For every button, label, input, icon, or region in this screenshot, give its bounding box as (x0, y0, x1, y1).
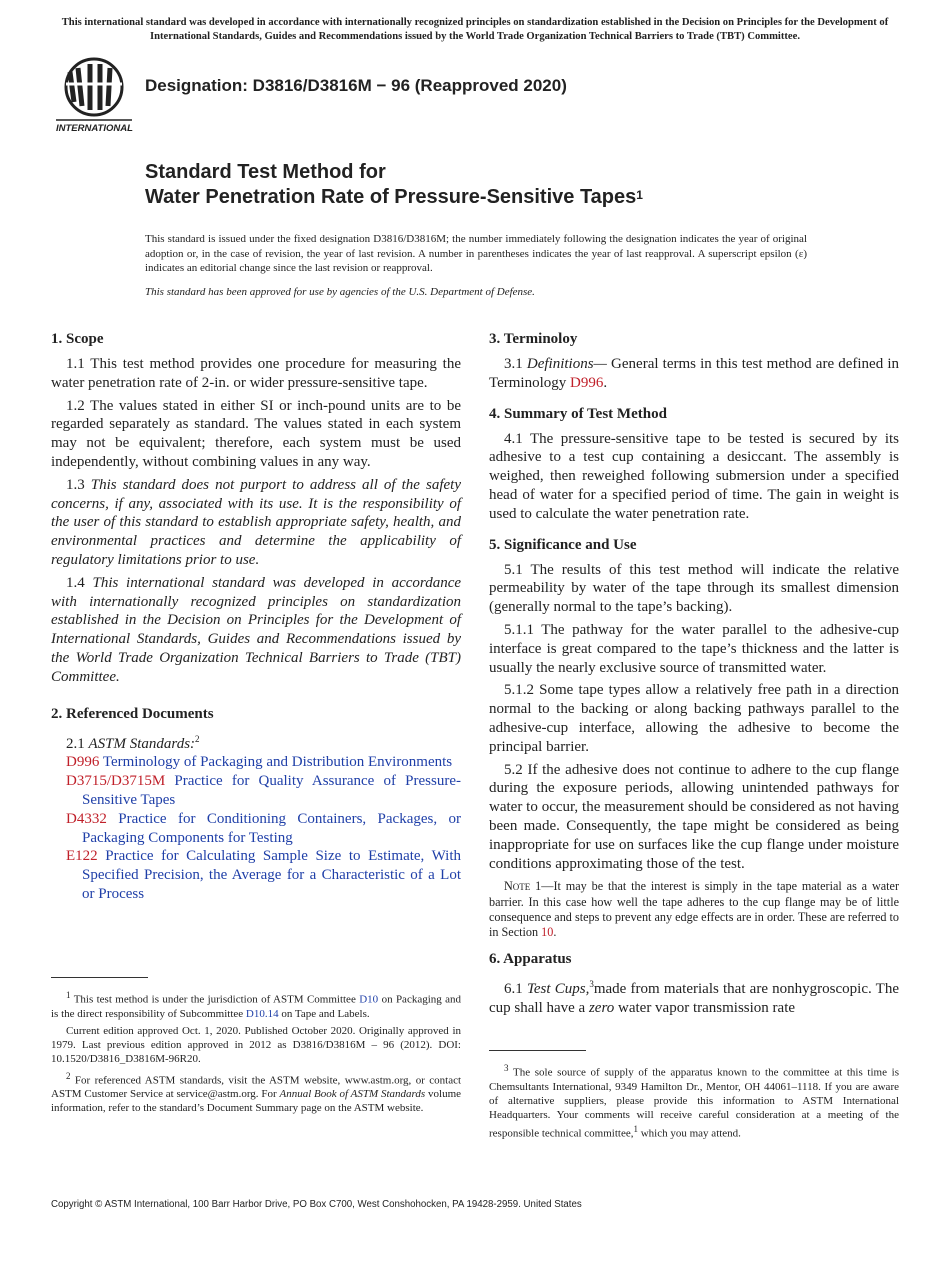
svg-text:INTERNATIONAL: INTERNATIONAL (56, 123, 133, 134)
footnote-2-italic: Annual Book of ASTM Standards (279, 1088, 426, 1101)
edition-note: Current edition approved Oct. 1, 2020. Published October 2020. Originally approved in 1979. Last previous edition approved in 2012 as D3816/D3816M – 96 (2012). DOI: 10.1520/D3816_D3816M-96R20. (51, 1024, 461, 1065)
ref-title[interactable]: Practice for Conditioning Containers, Packages, or Packaging Components for Testing (82, 810, 462, 846)
title-footnote-ref[interactable]: 1 (636, 188, 643, 202)
para-2-1 (51, 730, 461, 754)
section-heading-terminology: 3. Terminoloy (489, 331, 578, 347)
para-3-1-num: 3.1 (504, 356, 523, 372)
ref-code[interactable]: D996 (66, 754, 100, 771)
committee-link[interactable]: D10 (359, 993, 379, 1006)
footnote-3 (489, 1061, 899, 1140)
footnote-2 (51, 1069, 461, 1116)
footnote-ref-2[interactable]: 2 (195, 733, 200, 744)
para-6-1 (489, 975, 899, 1018)
title-line1: Standard Test Method for (145, 161, 386, 183)
para-1-4-text: This international standard was developed in accordance with internationally recognized principles on standardization established in the Decision on Principles for the Development of International Standards, Guides and Recommendations issued by the World Trade Organization Technical Barriers to Trade (TBT) Committee. (51, 574, 462, 685)
para-6-1-text-a: made from materials that are nonhygroscopic. The cup shall have a (489, 981, 899, 1016)
ref-item-d3715[interactable] (51, 772, 461, 810)
issue-statement: This standard is issued under the fixed designation D3816/D3816M; the number immediately following the designation indicates the year of original adoption or, in the case of revision, the year of last revision. A number in parentheses indicates the year of last reapproval. A superscript epsilon (ε) indicates an editorial change since the last revision or reapproval. (145, 233, 807, 274)
footnote-1 (51, 988, 461, 1021)
astm-logo (54, 56, 136, 134)
footnotes-left (51, 977, 461, 1118)
section-heading-significance: 5. Significance and Use (489, 536, 637, 553)
astm-logo-icon (54, 56, 136, 134)
footnotes-right (489, 1050, 899, 1143)
para-3-1-label: Definitions— (526, 356, 607, 372)
note-1 (489, 879, 899, 940)
ref-title[interactable]: Practice for Calculating Sample Size to Estimate, With Specified Precision, the Average for a Characteristic of a Lot or Process (82, 848, 461, 902)
title-line2 (145, 185, 643, 210)
footnote-divider (51, 977, 148, 978)
page-title (145, 160, 643, 210)
ref-title[interactable]: Practice for Quality Assurance of Pressure-Sensitive Tapes (82, 773, 462, 808)
footnote-2-text-a: For referenced ASTM standards, visit the ASTM website, www.astm.org, or contact ASTM Customer Service at service@astm.org. For (51, 1074, 462, 1101)
footnote-3-ref[interactable]: 1 (633, 1123, 638, 1134)
footnote-divider (489, 1050, 586, 1051)
footnote-3-marker: 3 (504, 1063, 509, 1073)
d996-link[interactable]: D996 (570, 374, 604, 391)
ref-item-d4332[interactable] (51, 810, 461, 848)
para-6-1-text-b: water vapor transmission rate (618, 999, 796, 1016)
para-1-4 (51, 574, 461, 687)
section-heading-referenced: 2. Referenced Documents (51, 705, 214, 722)
section-heading-apparatus: 6. Apparatus (489, 951, 572, 968)
para-1-3-num: 1.3 (66, 476, 85, 493)
footnote-1-text-b: on Packaging and is the direct responsibility of Subcommittee (51, 993, 462, 1020)
section-heading-scope: 1. Scope (51, 331, 104, 347)
para-3-1-end: . (603, 374, 608, 391)
note-label: Note 1 (504, 879, 542, 894)
para-5-1: 5.1 The results of this test method will indicate the relative permeability by water of the tape through its smallest dimension (generally normal to the tape’s backing). (489, 561, 899, 616)
para-5-1-2: 5.1.2 Some tape types allow a relatively free path in a direction normal to the backing or along backing pathways parallel to the adhesive-cup interface, allowing the adhesive to become the principal barrier. (489, 682, 899, 755)
note-end: . (553, 924, 557, 939)
footnote-1-text-c: on Tape and Labels. (281, 1007, 370, 1020)
footnote-1-text-a: This test method is under the jurisdiction of ASTM Committee (73, 993, 356, 1006)
para-1-3 (51, 476, 461, 570)
right-column (489, 330, 899, 1022)
ref-code[interactable]: D3715/D3715M (66, 773, 166, 790)
para-1-1: 1.1 This test method provides one procedure for measuring the water penetration rate of 2-in. or wider pressure-sensitive tape. (51, 356, 461, 391)
left-column (51, 330, 461, 904)
para-1-4-num: 1.4 (66, 574, 85, 591)
footnote-ref-3[interactable]: 3 (589, 979, 594, 990)
designation: Designation: D3816/D3816M − 96 (Reapproved 2020) (145, 76, 567, 95)
footnote-2-text-b: volume information, refer to the standard’s Document Summary page on the ASTM website. (51, 1088, 462, 1115)
footnote-3-text: The sole source of supply of the apparatus known to the committee at this time is Chemsultants International, 9349 Hamilton Dr., Mentor, OH 44061–1118. If you are aware of alternative suppliers, please provide this information to ASTM International Headquarters. Your comments will receive careful consideration at a meeting of the responsible technical committee, (489, 1066, 899, 1140)
para-3-1-text: General terms in this test method are defined in Terminology (489, 356, 900, 391)
para-6-1-label: Test Cups, (526, 981, 590, 998)
section-10-link[interactable]: 10 (541, 924, 554, 939)
title-line2-text: Water Penetration Rate of Pressure-Sensitive Tapes (145, 186, 637, 208)
copyright-footer: Copyright © ASTM International, 100 Barr Harbor Drive, PO Box C700, West Conshohocken, PA 19428-2959. United States (51, 1199, 582, 1210)
ref-item-e122[interactable] (51, 847, 461, 903)
para-6-1-zero: zero (588, 999, 615, 1016)
note-text: —It may be that the interest is simply in the tape material as a water barrier. In this case how well the tape adheres to the cup flange may be of little consequence and steps to prevent any edge effects are in order. These are referred to in Section (489, 879, 900, 939)
defense-approval: This standard has been approved for use by agencies of the U.S. Department of Defense. (145, 286, 535, 298)
para-2-1-label: ASTM Standards: (88, 735, 196, 752)
footnote-3-end: which you may attend. (640, 1127, 741, 1140)
footnote-2-marker: 2 (66, 1070, 71, 1081)
footnote-1-marker: 1 (66, 990, 71, 1000)
subcommittee-link[interactable]: D10.14 (245, 1007, 279, 1020)
para-1-2: 1.2 The values stated in either SI or inch-pound units are to be regarded separately as standard. The values stated in each system may not be equivalent; therefore, each system must be used independently, without combining values in any way. (51, 397, 461, 470)
wto-notice: This international standard was developed in accordance with internationally recognized principles on standardization established in the Decision on Principles for the Development of International Standards, Guides and Recommendations issued by the World Trade Organization Technical Barriers to Trade (TBT) Committee. (61, 17, 889, 42)
para-5-1-1: 5.1.1 The pathway for the water parallel to the adhesive-cup interface is great compared to the tape’s thickness and the latter is usually the nearly exclusive source of transmitted water. (489, 621, 899, 676)
section-heading-summary: 4. Summary of Test Method (489, 405, 667, 422)
para-1-3-text: This standard does not purport to address all of the safety concerns, if any, associated with its use. It is the responsibility of the user of this standard to establish appropriate safety, health, and environmental practices and determine the applicability of regulatory limitations prior to use. (51, 476, 461, 568)
para-3-1 (489, 355, 899, 393)
ref-code[interactable]: D4332 (66, 810, 107, 827)
ref-item-d996[interactable] (51, 753, 461, 772)
para-5-2: 5.2 If the adhesive does not continue to adhere to the cup flange during the exposure periods, allowing unintended pathways for water to occur, the measurement should be considered as not having been made. Consequently, the tape might be considered as being inappropriate for use on surfaces like the cup flange under moisture conditions approximating those of the test. (489, 761, 899, 872)
para-6-1-num: 6.1 (504, 981, 523, 998)
ref-code[interactable]: E122 (66, 848, 98, 865)
ref-title[interactable]: Terminology of Packaging and Distribution Environments (102, 754, 453, 771)
para-2-1-num: 2.1 (66, 735, 85, 752)
para-4-1: 4.1 The pressure-sensitive tape to be tested is secured by its adhesive to a test cup containing a desiccant. The assembly is weighed, then reweighed following submersion under a specified head of water for a specified period of time. The gain in weight is used to calculate the water penetration rate. (489, 430, 899, 522)
